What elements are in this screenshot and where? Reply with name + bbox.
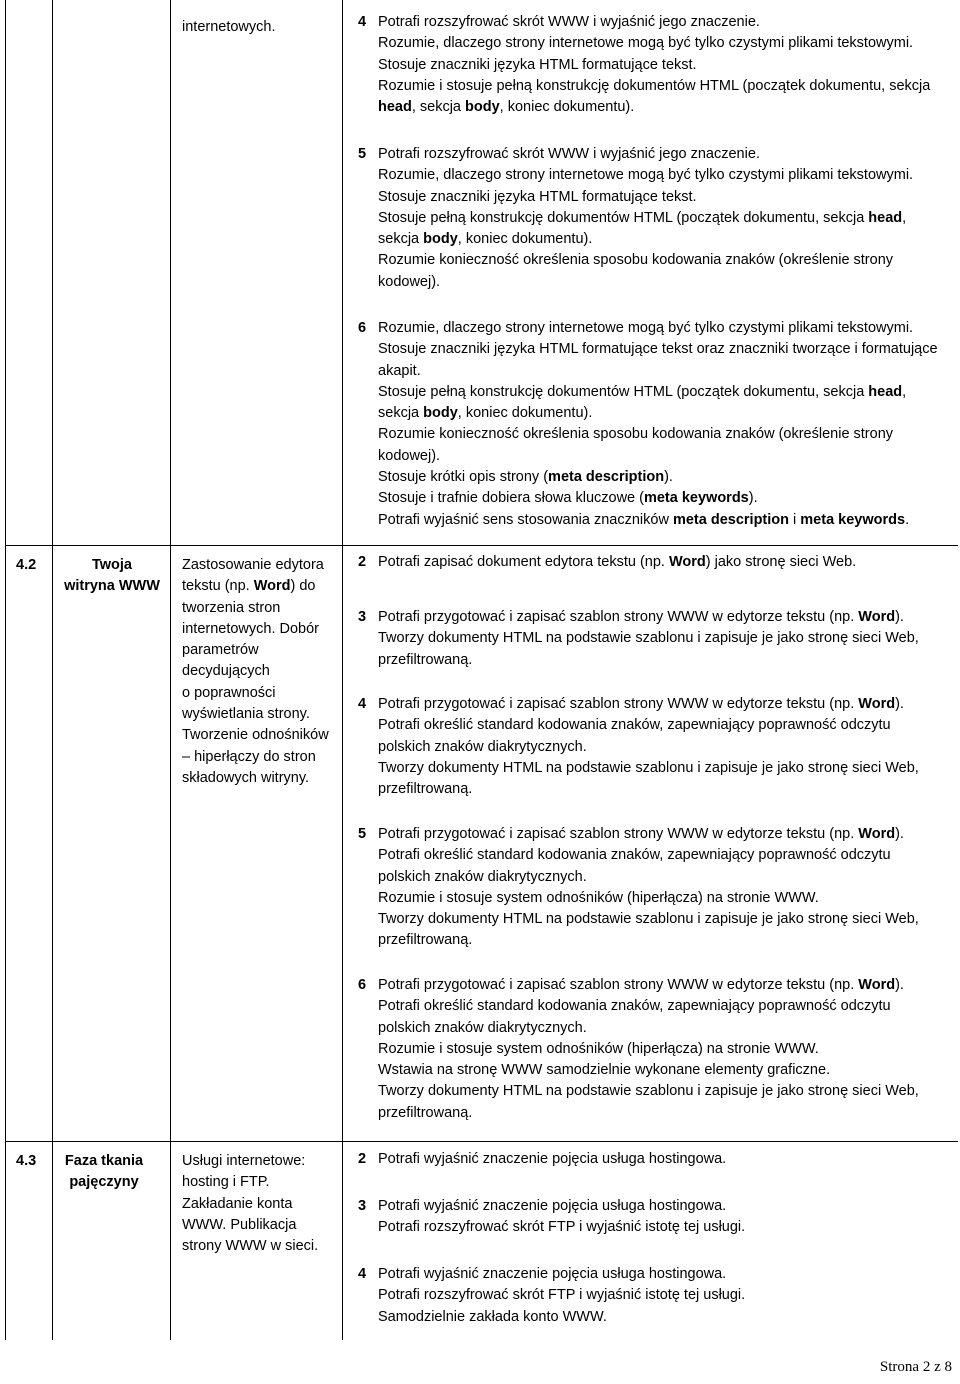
text-line: sekcja body, koniec dokumentu). — [378, 231, 593, 248]
requirement-text — [378, 1196, 745, 1239]
text-line: sekcja body, koniec dokumentu). — [378, 405, 593, 422]
text-line: o poprawności — [182, 684, 276, 701]
text-line: Potrafi rozszyfrować skrót WWW i wyjaśnić jego znaczenie. — [378, 14, 760, 30]
text-line: Wstawia na stronę WWW samodzielnie wykonane elementy graficzne. — [378, 1062, 831, 1079]
requirement-text — [378, 144, 913, 293]
text-line: przefiltrowaną. — [378, 651, 473, 668]
text-line: polskich znaków diakrytycznych. — [378, 1019, 587, 1036]
text-line: Zastosowanie edytora — [182, 557, 324, 573]
requirement-text — [378, 694, 919, 800]
text-line: Potrafi wyjaśnić sens stosowania znaczników meta description i meta keywords. — [378, 511, 910, 528]
text-line: tworzenia stron — [182, 599, 281, 616]
grade-number: 3 — [358, 1198, 367, 1214]
section-number: 4.2 — [16, 557, 37, 573]
text-line: przefiltrowaną. — [378, 932, 473, 949]
text-line: internetowych. Dobór — [182, 620, 320, 637]
row-divider-43 — [5, 1141, 958, 1142]
text-line: – hiperłączy do stron — [182, 748, 316, 765]
text-line: Potrafi rozszyfrować skrót FTP i wyjaśnić istotę tej usługi. — [378, 1287, 746, 1304]
requirement-text — [378, 12, 930, 118]
grade-number: 4 — [358, 14, 367, 30]
text-line: pajęczyny — [69, 1174, 139, 1191]
page-number: Strona 2 z 8 — [879, 1359, 952, 1375]
grade-number: 5 — [358, 826, 367, 842]
grade-number: 6 — [358, 320, 367, 336]
column-divider-2 — [170, 0, 171, 1340]
grade-number: 4 — [358, 696, 367, 712]
text-line: parametrów — [182, 642, 259, 659]
row-divider-42 — [5, 545, 958, 546]
grade-number: 2 — [358, 554, 367, 570]
requirement-text — [378, 552, 856, 573]
text-line: Potrafi rozszyfrować skrót FTP i wyjaśnić istotę tej usługi. — [378, 1219, 746, 1236]
text-line: kodowej). — [378, 447, 441, 464]
section-topic — [182, 555, 329, 789]
text-line: kodowej). — [378, 273, 441, 290]
text-line: Stosuje znaczniki języka HTML formatujące tekst. — [378, 188, 697, 205]
table-border-left — [5, 0, 6, 1340]
text-line: Potrafi przygotować i zapisać szablon strony WWW w edytorze tekstu (np. Word). — [378, 977, 904, 993]
text-line: Potrafi przygotować i zapisać szablon strony WWW w edytorze tekstu (np. Word). — [378, 696, 904, 712]
text-line: Rozumie i stosuje system odnośników (hiperłącza) na stronie WWW. — [378, 889, 819, 906]
section-number: 4.3 — [16, 1153, 37, 1169]
text-line: Potrafi określić standard kodowania znaków, zapewniający poprawność odczytu — [378, 847, 891, 864]
text-line: decydujących — [182, 663, 270, 680]
text-line: Potrafi rozszyfrować skrót WWW i wyjaśnić jego znaczenie. — [378, 146, 760, 162]
requirement-text — [378, 607, 919, 671]
text-line: Rozumie konieczność określenia sposobu kodowania znaków (określenie strony — [378, 252, 894, 269]
grade-number: 3 — [358, 609, 367, 625]
text-line: Potrafi określić standard kodowania znaków, zapewniający poprawność odczytu — [378, 717, 891, 734]
text-line: przefiltrowaną. — [378, 1104, 473, 1121]
topic-cell-continuation: internetowych. — [182, 19, 276, 35]
text-line: Samodzielnie zakłada konto WWW. — [378, 1308, 607, 1325]
grade-number: 2 — [358, 1151, 367, 1167]
text-line: Potrafi zapisać dokument edytora tekstu (np. Word) jako stronę sieci Web. — [378, 554, 857, 570]
text-line: Potrafi wyjaśnić znaczenie pojęcia usługa hostingowa. — [378, 1151, 727, 1167]
section-title — [60, 1151, 148, 1194]
text-line: Tworzenie odnośników — [182, 727, 329, 744]
section-topic — [182, 1151, 318, 1257]
text-line: Stosuje pełną konstrukcję dokumentów HTML (początek dokumentu, sekcja head, — [378, 209, 907, 226]
text-line: Tworzy dokumenty HTML na podstawie szablonu i zapisuje je jako stronę sieci Web, — [378, 911, 919, 928]
text-line: Potrafi przygotować i zapisać szablon strony WWW w edytorze tekstu (np. Word). — [378, 826, 904, 842]
text-line: head, sekcja body, koniec dokumentu). — [378, 99, 635, 116]
text-line: WWW. Publikacja — [182, 1216, 297, 1233]
text-line: strony WWW w sieci. — [182, 1238, 319, 1255]
column-divider-1 — [52, 0, 53, 1340]
requirement-text — [378, 1149, 726, 1170]
text-line: Faza tkania — [64, 1153, 144, 1169]
requirement-text — [378, 975, 919, 1124]
text-line: wyświetlania strony. — [182, 706, 310, 723]
text-line: Tworzy dokumenty HTML na podstawie szablonu i zapisuje je jako stronę sieci Web, — [378, 630, 919, 647]
column-divider-3 — [342, 0, 343, 1340]
text-line: Twoja — [91, 557, 132, 573]
text-line: polskich znaków diakrytycznych. — [378, 738, 587, 755]
text-line: przefiltrowaną. — [378, 781, 473, 798]
grade-number: 6 — [358, 977, 367, 993]
text-line: Rozumie konieczność określenia sposobu kodowania znaków (określenie strony — [378, 426, 894, 443]
text-line: polskich znaków diakrytycznych. — [378, 868, 587, 885]
text-line: akapit. — [378, 362, 421, 379]
text-line: Potrafi wyjaśnić znaczenie pojęcia usługa hostingowa. — [378, 1266, 727, 1282]
text-line: Stosuje znaczniki języka HTML formatujące tekst oraz znaczniki tworzące i formatujące — [378, 341, 938, 358]
text-line: Zakładanie konta — [182, 1195, 293, 1212]
text-line: Usługi internetowe: — [182, 1153, 306, 1169]
requirement-text — [378, 318, 938, 531]
text-line: Stosuje pełną konstrukcję dokumentów HTML (początek dokumentu, sekcja head, — [378, 383, 907, 400]
text-line: Rozumie, dlaczego strony internetowe mogą być tylko czystymi plikami tekstowymi. — [378, 320, 914, 336]
text-line: Potrafi określić standard kodowania znaków, zapewniający poprawność odczytu — [378, 998, 891, 1015]
text-line: Rozumie i stosuje pełną konstrukcję dokumentów HTML (początek dokumentu, sekcja — [378, 77, 931, 94]
text-line: Rozumie, dlaczego strony internetowe mogą być tylko czystymi plikami tekstowymi. — [378, 35, 914, 52]
text-line: tekstu (np. Word) do — [182, 578, 316, 595]
text-line: Tworzy dokumenty HTML na podstawie szablonu i zapisuje je jako stronę sieci Web, — [378, 759, 919, 776]
text-line: Rozumie i stosuje system odnośników (hiperłącza) na stronie WWW. — [378, 1040, 819, 1057]
requirement-text — [378, 824, 919, 952]
text-line: Stosuje i trafnie dobiera słowa kluczowe (meta keywords). — [378, 490, 758, 507]
text-line: Stosuje znaczniki języka HTML formatujące tekst. — [378, 56, 697, 73]
text-line: Potrafi przygotować i zapisać szablon strony WWW w edytorze tekstu (np. Word). — [378, 609, 904, 625]
text-line: witryna WWW — [64, 578, 160, 595]
text-line: składowych witryny. — [182, 769, 310, 786]
section-title — [60, 555, 164, 598]
text-line: Rozumie, dlaczego strony internetowe mogą być tylko czystymi plikami tekstowymi. — [378, 167, 914, 184]
text-line: hosting i FTP. — [182, 1174, 270, 1191]
grade-number: 4 — [358, 1266, 367, 1282]
text-line: Tworzy dokumenty HTML na podstawie szablonu i zapisuje je jako stronę sieci Web, — [378, 1083, 919, 1100]
grade-number: 5 — [358, 146, 367, 162]
requirement-text — [378, 1264, 745, 1328]
text-line: Stosuje krótki opis strony (meta description). — [378, 469, 673, 486]
text-line: Potrafi wyjaśnić znaczenie pojęcia usługa hostingowa. — [378, 1198, 727, 1214]
